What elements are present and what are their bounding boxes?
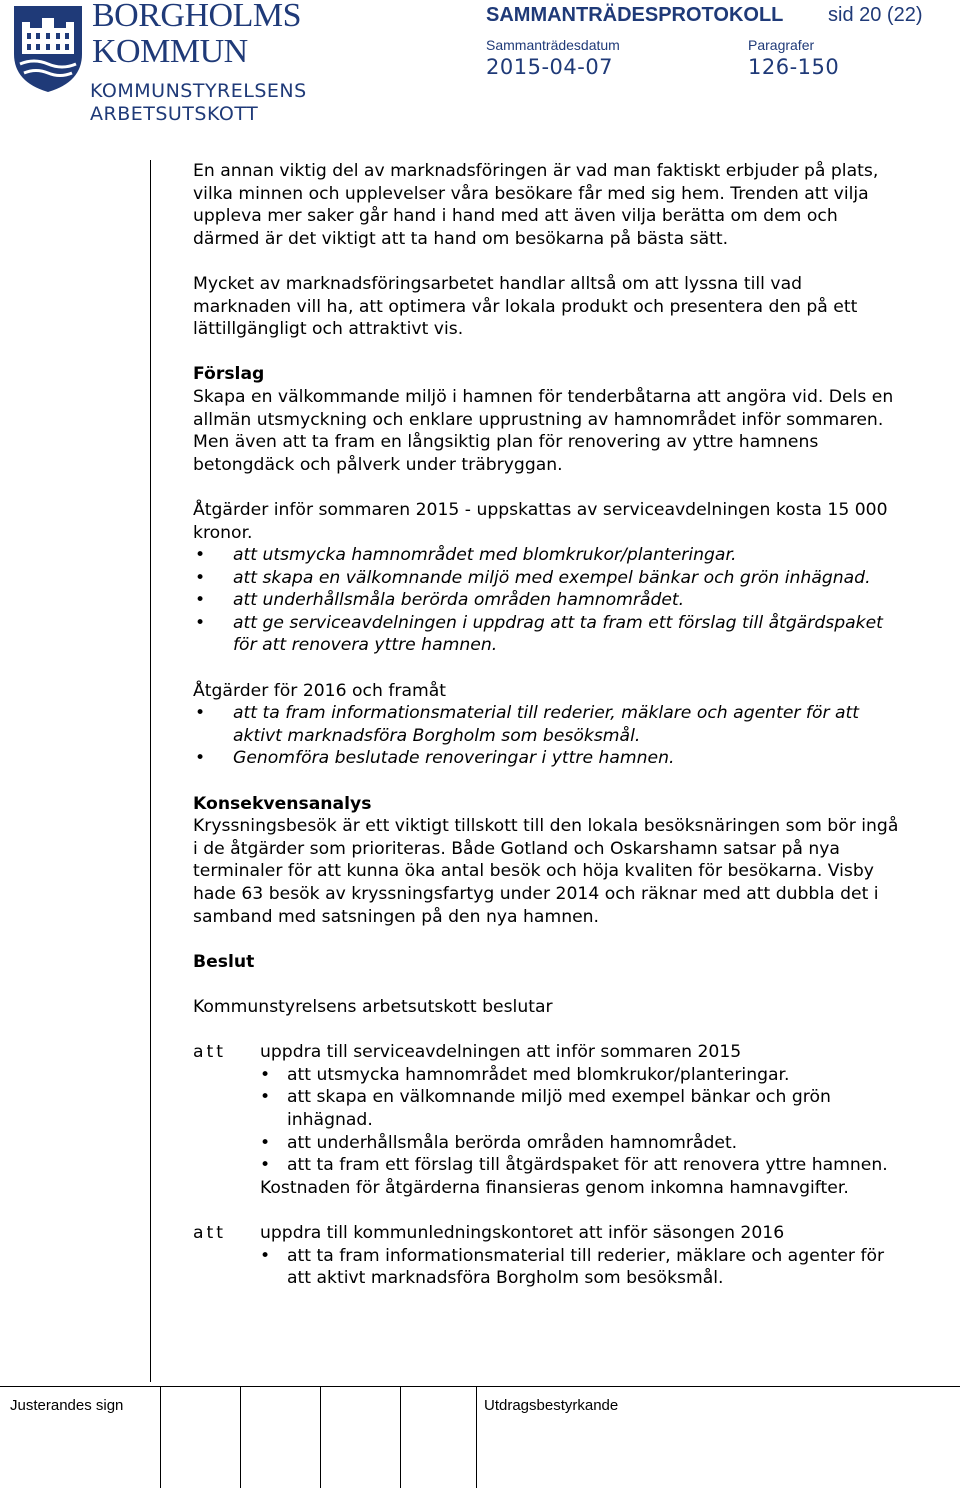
signature-footer (0, 1386, 960, 1488)
protocol-body (193, 160, 905, 1290)
meeting-date-label: Sammanträdesdatum (486, 37, 620, 53)
list-item: • Genomföra beslutade renoveringar i yttre hamnen. (193, 747, 905, 770)
measures-2016-intro: Åtgärder för 2016 och framåt (193, 680, 447, 701)
measures-2015-intro: Åtgärder inför sommaren 2015 - uppskattas av serviceavdelningen kosta 15 000 kronor. (193, 499, 888, 543)
utdragsbestyrkande-label: Utdragsbestyrkande (484, 1397, 619, 1414)
paragraph-marketing: En annan viktig del av marknadsföringen är vad man faktiskt erbjuder på plats, vilka minnen och upplevelser våra besökare får med sig hem. Trenden att vilja uppleva mer saker går hand i hand med att även vilja berätta om dem och därmed är det viktigt att ta hand om besökarna på bästa sätt. (193, 161, 879, 249)
decision-item-1 (193, 1041, 905, 1199)
list-item: • att ta fram informationsmaterial till rederier, mäklare och agenter för att aktivt marknadsföra Borgholm som besöksmål. (193, 702, 905, 747)
org-name-line2: KOMMUN (92, 33, 248, 70)
decision-heading: Beslut (193, 951, 255, 972)
list-item: • att underhållsmåla berörda områden hamnområdet. (260, 1132, 905, 1155)
list-item: • att ta fram ett förslag till åtgärdspaket för att renovera yttre hamnen. (260, 1154, 905, 1177)
organization-name (92, 0, 301, 70)
list-item: • att utsmycka hamnområdet med blomkrukor/planteringar. (260, 1064, 905, 1087)
decision-1-list (260, 1064, 905, 1177)
sign-box-divider (320, 1387, 321, 1488)
dept-line2: ARBETSUTSKOTT (90, 103, 259, 125)
decision-text: uppdra till serviceavdelningen att inför sommaren 2015 (260, 1042, 742, 1063)
decision-item-2 (193, 1222, 905, 1290)
decision-label: att (193, 1042, 227, 1063)
decision-cost-note: Kostnaden för åtgärderna finansieras genom inkomna hamnavgifter. (260, 1177, 849, 1198)
margin-rule (150, 160, 151, 1382)
measures-2016-list (193, 702, 905, 770)
measures-2015-list (193, 544, 905, 657)
municipality-crest-logo (8, 2, 88, 94)
consequence-text: Kryssningsbesök är ett viktigt tillskott till den lokala besöksnäringen som bör ingå i de åtgärder som prioriteras. Både Gotland och Oskarshamn satsar på nya terminaler för att kunna öka antal besök och höja kvaliten för besökarna. Visby hade 63 besök av kryssningsfartyg under 2014 och räknar med att dubbla det i samband med satsningen på den nya hamnen. (193, 816, 899, 927)
department-name (90, 80, 307, 126)
extract-box-divider (476, 1387, 477, 1488)
list-item: • att underhållsmåla berörda områden hamnområdet. (193, 589, 905, 612)
sign-box-divider (240, 1387, 241, 1488)
list-item: • att skapa en välkomnande miljö med exempel bänkar och grön inhägnad. (193, 567, 905, 590)
list-item: • att ta fram informationsmaterial till rederier, mäklare och agenter för att aktivt marknadsföra Borgholm som besöksmål. (260, 1245, 905, 1290)
page-number: sid 20 (22) (828, 4, 923, 26)
document-type: SAMMANTRÄDESPROTOKOLL (486, 4, 784, 26)
org-name-line1: BORGHOLMS (92, 0, 301, 34)
decision-text: uppdra till kommunledningskontoret att inför säsongen 2016 (260, 1222, 785, 1243)
decision-2-list (260, 1245, 905, 1290)
consequence-heading: Konsekvensanalys (193, 793, 372, 814)
paragraphs-label: Paragrafer (748, 37, 815, 53)
proposal-heading: Förslag (193, 364, 265, 385)
paragraph-listening: Mycket av marknadsföringsarbetet handlar alltså om att lyssna till vad marknaden vill ha, att optimera vår lokala produkt och presentera den på ett lättillgängligt och attraktivt vis. (193, 273, 858, 340)
sign-box-divider (160, 1387, 161, 1488)
list-item: • att utsmycka hamnområdet med blomkrukor/planteringar. (193, 544, 905, 567)
paragraphs-value: 126-150 (748, 55, 840, 79)
list-item: • att skapa en välkomnande miljö med exempel bänkar och grön inhägnad. (260, 1086, 905, 1131)
sign-box-divider (400, 1387, 401, 1488)
decision-intro: Kommunstyrelsens arbetsutskott beslutar (193, 996, 553, 1017)
meeting-date-value: 2015-04-07 (486, 55, 614, 79)
decision-label: att (193, 1222, 227, 1243)
proposal-text: Skapa en välkommande miljö i hamnen för tenderbåtarna att angöra vid. Dels en allmän utsmyckning och enklare upprustning av hamnområdet inför sommaren. Men även att ta fram en långsiktig plan för renovering av yttre hamnens betongdäck och pålverk under träbryggan. (193, 386, 894, 475)
list-item: • att ge serviceavdelningen i uppdrag att ta fram ett förslag till åtgärdspaket för att renovera yttre hamnen. (193, 612, 905, 657)
justering-sign-label: Justerandes sign (10, 1397, 124, 1414)
dept-line1: KOMMUNSTYRELSENS (90, 80, 307, 102)
